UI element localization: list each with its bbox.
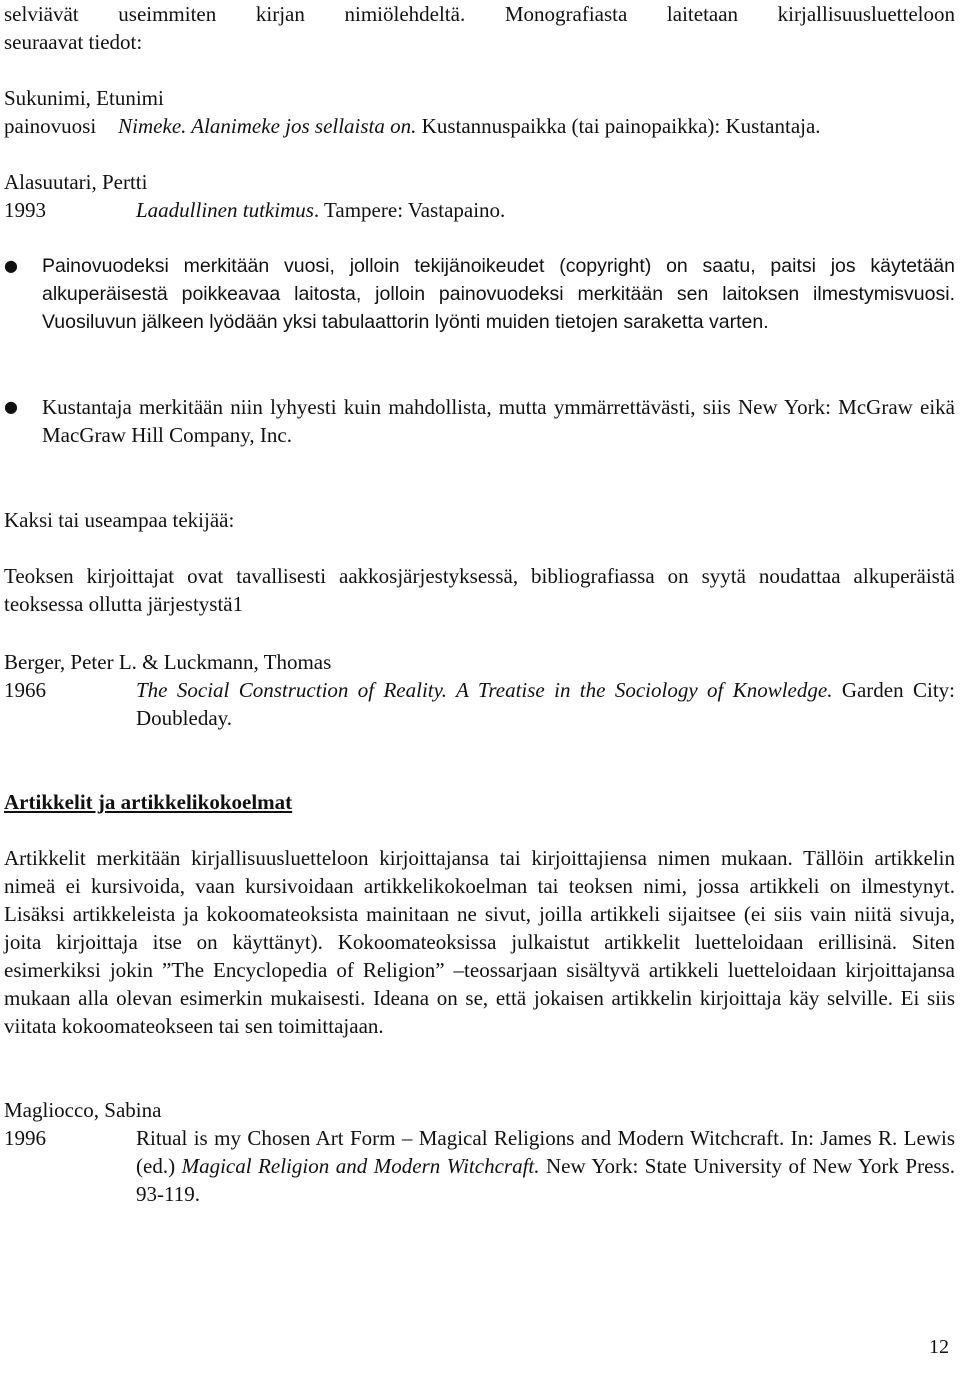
example3-author: Magliocco, Sabina — [4, 1098, 162, 1122]
template-author: Sukunimi, Etunimi — [4, 86, 164, 110]
multi-author-heading: Kaksi tai useampaa tekijää: — [4, 508, 235, 532]
document-page — [4, 0, 955, 1385]
example2-year: 1966 — [4, 678, 46, 702]
example3-body — [136, 1124, 955, 1208]
example3-title: Magical Religion and Modern Witchcraft. — [181, 1154, 540, 1178]
intro-paragraph — [4, 0, 955, 56]
articles-heading: Artikkelit ja artikkelikokoelmat — [4, 790, 293, 814]
intro-line-2: seuraavat tiedot: — [4, 30, 143, 54]
example3-year: 1996 — [4, 1126, 46, 1150]
bullet-text: Kustantaja merkitään niin lyhyesti kuin mahdollista, mutta ymmärrettävästi, siis New York: McGraw eikä MacGraw Hill Company, Inc. — [42, 395, 955, 447]
example3-pre: Ritual is my Chosen Art Form – Magical Religions and Modern Witchcraft. In: James R. Lewis (ed.) — [136, 1126, 955, 1178]
bullet-icon: ● — [4, 397, 18, 416]
example2-rest: Garden City: Doubleday. — [136, 678, 955, 730]
example1-title: Laadullinen tutkimus — [136, 198, 314, 222]
template-year: painovuosi — [4, 114, 97, 138]
bullet-icon: ● — [4, 256, 18, 275]
example2-author: Berger, Peter L. & Luckmann, Thomas — [4, 650, 332, 674]
template-title: Nimeke. Alanimeke jos sellaista on. — [118, 114, 417, 138]
example1-body — [136, 196, 955, 224]
articles-paragraph: Artikkelit merkitään kirjallisuusluetteloon kirjoittajansa tai kirjoittajiensa nimen mukaan. Tällöin artikkelin nimeä ei kursivoida, vaan kursivoidaan artikkelikokoelman tai teoksen nimi, jossa artikkeli on ilmestynyt. Lisäksi artikkeleista ja kokoomateoksista mainitaan ne sivut, joilla artikkeli sijaitsee (ei siis vain niitä sivuja, joita kirjoittaja itse on käyttänyt). Kokoomateoksissa julkaistut artikkelit luetteloidaan erillisinä. Siten esimerkiksi jokin ”The Encyclopedia of Religion” –teossarjaan sisältyvä artikkeli luetteloidaan kirjoittajansa mukaan alla olevan esimerkin mukaisesti. Ideana on se, että jokaisen artikkelin kirjoittaja käy selville. Ei siis viitata kokoomateokseen tai sen toimittajaan. — [4, 846, 955, 1038]
template-rest: Kustannuspaikka (tai painopaikka): Kustantaja. — [416, 114, 821, 138]
page-number: 12 — [929, 1336, 949, 1358]
example1-rest: . Tampere: Vastapaino. — [313, 198, 506, 222]
example2-title: The Social Construction of Reality. A Treatise in the Sociology of Knowledge. — [136, 678, 833, 702]
bullet-text: Painovuodeksi merkitään vuosi, jolloin tekijänoikeudet (copyright) on saatu, paitsi jos käytetään alkuperäisestä poikkeavaa laitosta, jolloin painovuodeksi merkitään sen laitoksen ilmestymisvuosi. Vuosiluvun jälkeen lyödään yksi tabulaattorin lyönti muiden tietojen saraketta varten. — [42, 255, 955, 333]
template-reference — [4, 112, 955, 140]
example3-rest: New York: State University of New York Press. 93-119. — [136, 1154, 955, 1206]
example1-year: 1993 — [4, 198, 46, 222]
multi-author-paragraph: Teoksen kirjoittajat ovat tavallisesti aakkosjärjestyksessä, bibliografiassa on syytä noudattaa alkuperäistä teoksessa ollutta järjestystä1 — [4, 564, 955, 616]
example2-body — [136, 676, 955, 732]
example1-author: Alasuutari, Pertti — [4, 170, 148, 194]
intro-line-1: selviävät useimmiten kirjan nimiölehdeltä. Monografiasta laitetaan kirjallisuusluetteloon — [4, 2, 955, 26]
